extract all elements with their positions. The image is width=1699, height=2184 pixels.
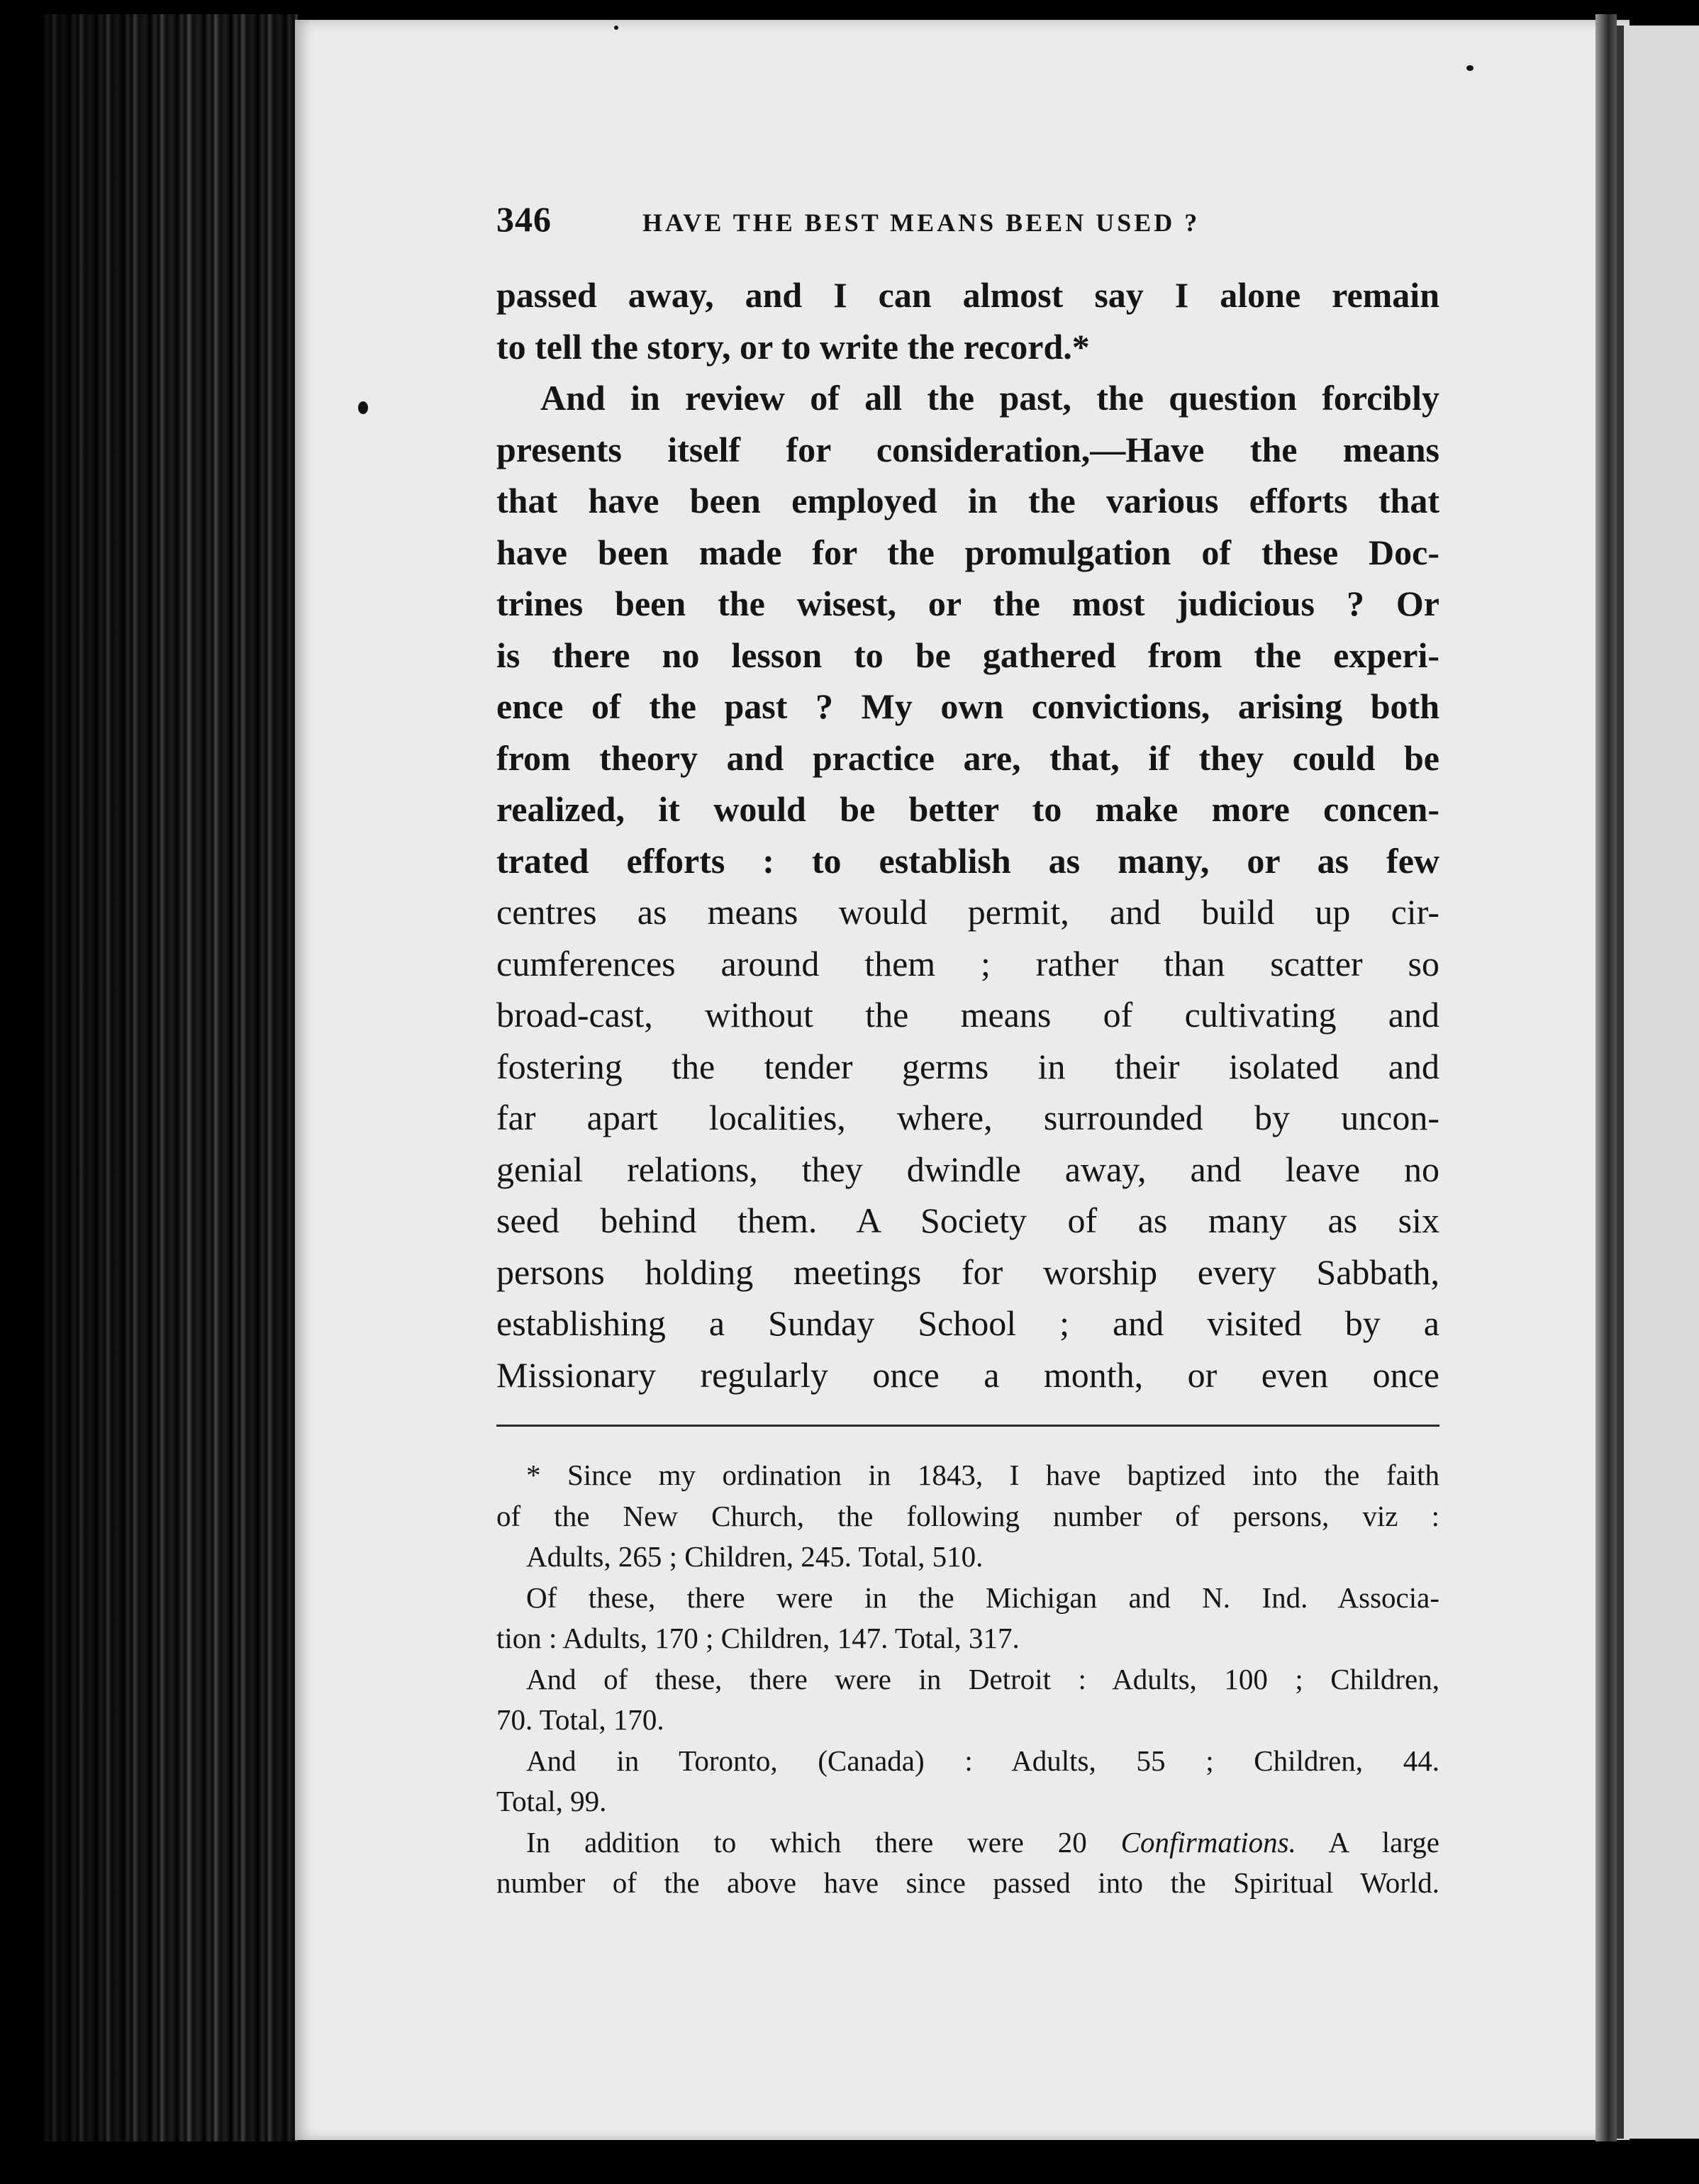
- text-line: ence of the past ? My own convictions, arising both: [496, 686, 1439, 726]
- paragraph-continuation: [496, 269, 1439, 372]
- text-line: cumferences around them ; rather than scatter so: [496, 943, 1439, 984]
- running-head: [496, 199, 1439, 255]
- text-line: fostering the tender germs in their isolated and: [496, 1046, 1439, 1086]
- footnote-italic-text: Confirmations.: [1120, 1825, 1296, 1859]
- text-line: from theory and practice are, that, if they could be: [496, 737, 1439, 778]
- text-line: establishing a Sunday School ; and visited by a: [496, 1303, 1439, 1343]
- scan-speck: [614, 26, 618, 30]
- text-line: have been made for the promulgation of these Doc-: [496, 532, 1439, 572]
- footnote-totals: Adults, 265 ; Children, 245. Total, 510.: [526, 1540, 984, 1573]
- footnote: [496, 1455, 1439, 1904]
- scan-speck: [358, 401, 368, 414]
- footnote-line: * Since my ordination in 1843, I have baptized into the faith: [526, 1459, 1439, 1491]
- book-gutter: [1595, 14, 1617, 2141]
- footnote-text: In addition to which there were 20: [526, 1825, 1121, 1859]
- paragraph-review: [496, 372, 1439, 886]
- text-line: far apart localities, where, surrounded by uncon-: [496, 1098, 1439, 1137]
- running-title: HAVE THE BEST MEANS BEEN USED ?: [642, 208, 1201, 237]
- footnote-line: [496, 1822, 1439, 1863]
- text-line: to tell the story, or to write the record.*: [496, 326, 1090, 367]
- paragraph-review-continued: [496, 886, 1439, 1400]
- text-line: And in review of all the past, the question forcibly: [540, 378, 1439, 418]
- text-line: realized, it would be better to make more concen-: [496, 789, 1439, 829]
- text-line: genial relations, they dwindle away, and leave no: [496, 1149, 1439, 1189]
- footnote-line: of the New Church, the following number of persons, viz :: [496, 1499, 1439, 1532]
- next-page-sliver: [1617, 26, 1699, 2139]
- footnote-line: Of these, there were in the Michigan and N. Ind. Associa-: [526, 1581, 1439, 1614]
- text-line: passed away, and I can almost say I alone remain: [496, 275, 1439, 315]
- text-line: trines been the wisest, or the most judicious ? Or: [496, 584, 1439, 623]
- text-line: broad-cast, without the means of cultivating and: [496, 995, 1439, 1035]
- footnote-line: And in Toronto, (Canada) : Adults, 55 ; Children, 44.: [526, 1744, 1439, 1777]
- text-line: is there no lesson to be gathered from the experi-: [496, 635, 1439, 675]
- text-line: Missionary regularly once a month, or even once: [496, 1354, 1439, 1395]
- text-line: trated efforts : to establish as many, or as few: [496, 840, 1439, 881]
- footnote-line: Total, 99.: [496, 1785, 607, 1817]
- text-line: centres as means would permit, and build up cir-: [496, 892, 1439, 932]
- text-line: that have been employed in the various efforts that: [496, 481, 1439, 520]
- scan-speck: [1466, 65, 1474, 71]
- text-line: seed behind them. A Society of as many as six: [496, 1200, 1439, 1240]
- next-page-edge: [1617, 26, 1624, 2139]
- text-line: persons holding meetings for worship every Sabbath,: [496, 1252, 1439, 1292]
- footnote-rule: [496, 1425, 1439, 1427]
- page-edges-shadow: [43, 14, 298, 2141]
- text-line: presents itself for consideration,—Have the means: [496, 429, 1439, 469]
- footnote-line: 70. Total, 170.: [496, 1703, 664, 1736]
- footnote-text: A large: [1296, 1825, 1439, 1859]
- footnote-line: And of these, there were in Detroit : Adults, 100 ; Children,: [526, 1662, 1439, 1695]
- page-number: 346: [496, 199, 552, 239]
- footnote-line: number of the above have since passed into the Spiritual World.: [496, 1866, 1439, 1899]
- page-text: [496, 199, 1439, 1904]
- footnote-line: tion : Adults, 170 ; Children, 147. Total, 317.: [496, 1622, 1020, 1654]
